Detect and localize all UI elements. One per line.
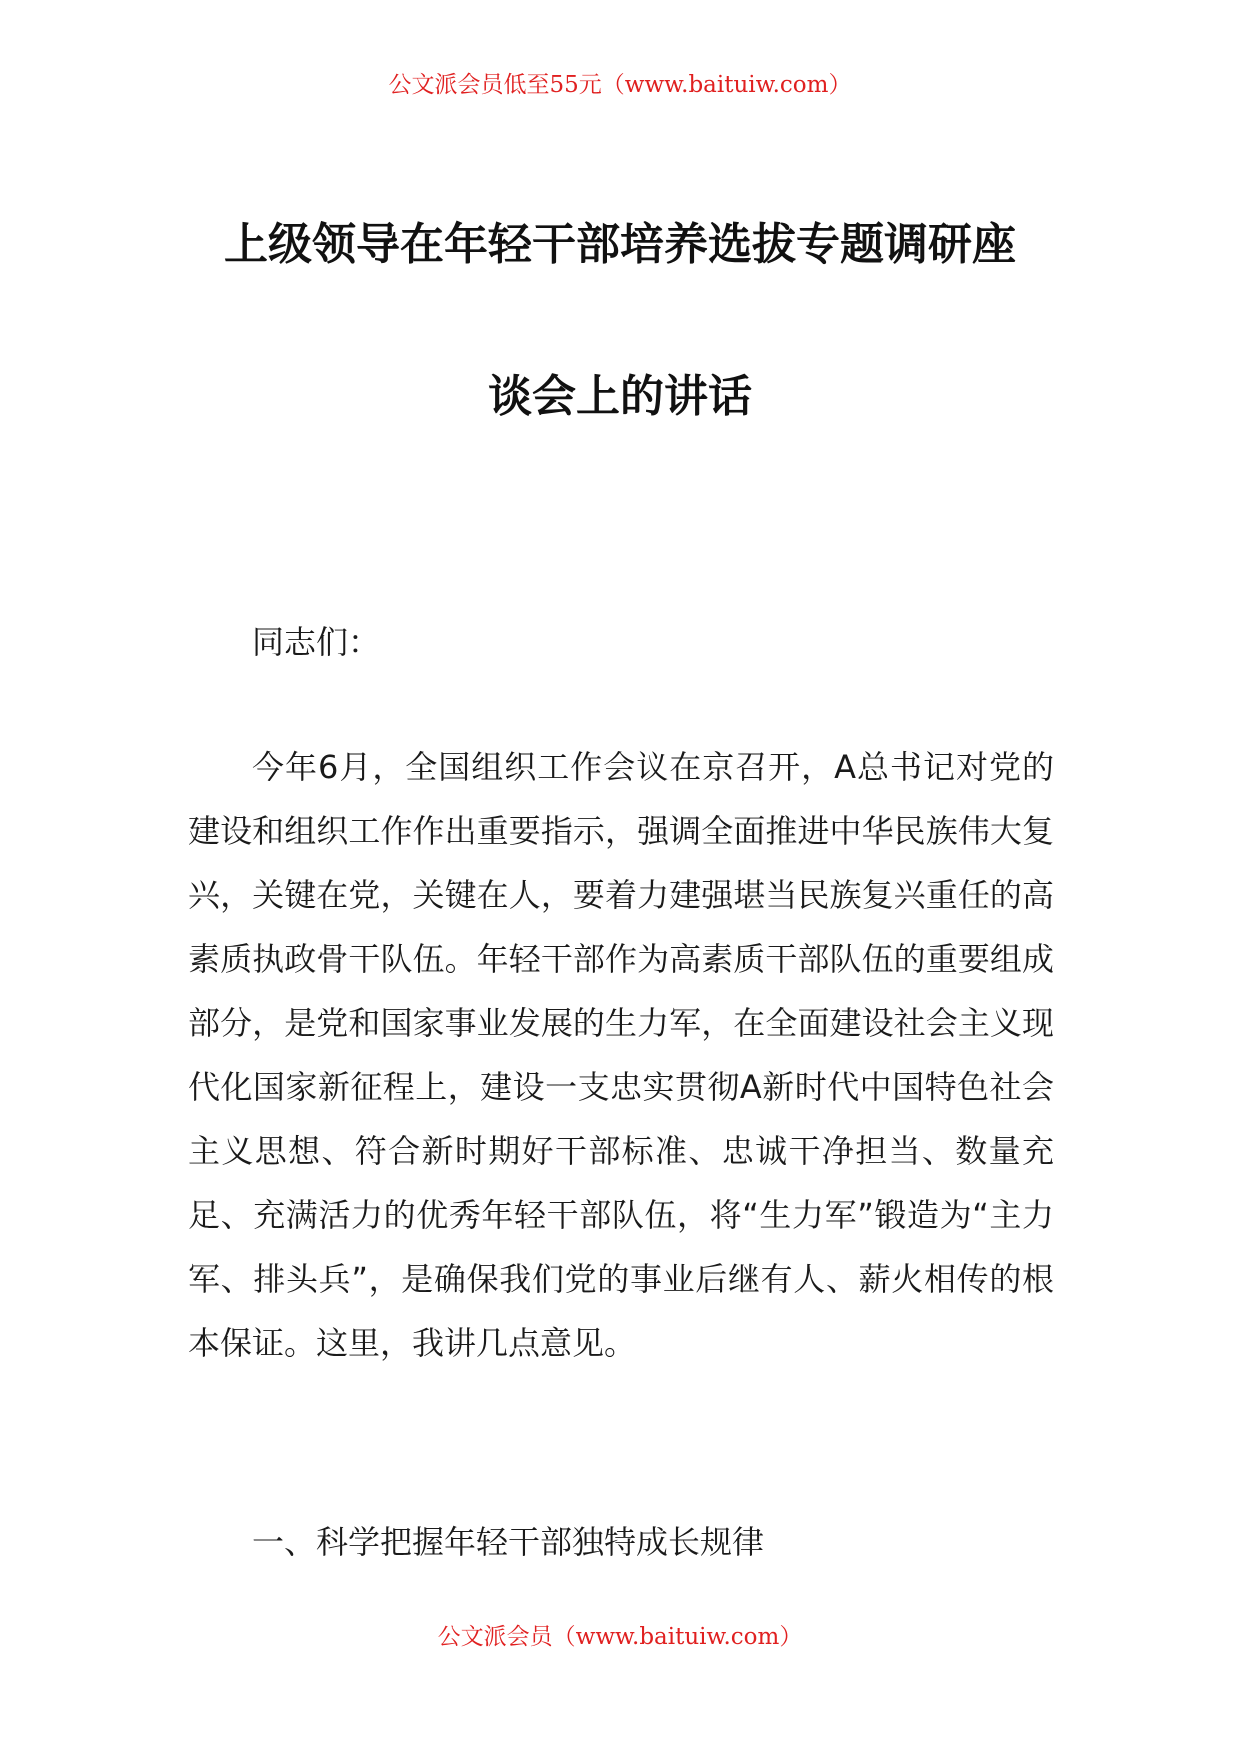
body-paragraph: 今年6月，全国组织工作会议在京召开，A总书记对党的建设和组织工作作出重要指示，强调全面推进中华民族伟大复兴，关键在党，关键在人，要着力建强堪当民族复兴重任的高素质执政骨干队伍。年轻干部作为高素质干部队伍的重要组成部分，是党和国家事业发展的生力军，在全面建设社会主义现代化国家新征程上，建设一支忠实贯彻A新时代中国特色社会主义思想、符合新时期好干部标准、忠诚干净担当、数量充足、充满活力的优秀年轻干部队伍，将“生力军”锻造为“主力军、排头兵”，是确保我们党的事业后继有人、薪火相传的根本保证。这里，我讲几点意见。 (188, 748, 1054, 1362)
document-title-line2: 谈会上的讲话 (488, 371, 752, 422)
header-ad-link[interactable]: 公文派会员低至55元（www.baituiw.com） (388, 72, 852, 98)
footer-ad-link[interactable]: 公文派会员（www.baituiw.com） (437, 1624, 803, 1650)
salutation: 同志们： (252, 623, 381, 661)
section-heading: 一、科学把握年轻干部独特成长规律 (252, 1523, 765, 1561)
document-title-line1: 上级领导在年轻干部培养选拔专题调研座 (224, 219, 1016, 270)
